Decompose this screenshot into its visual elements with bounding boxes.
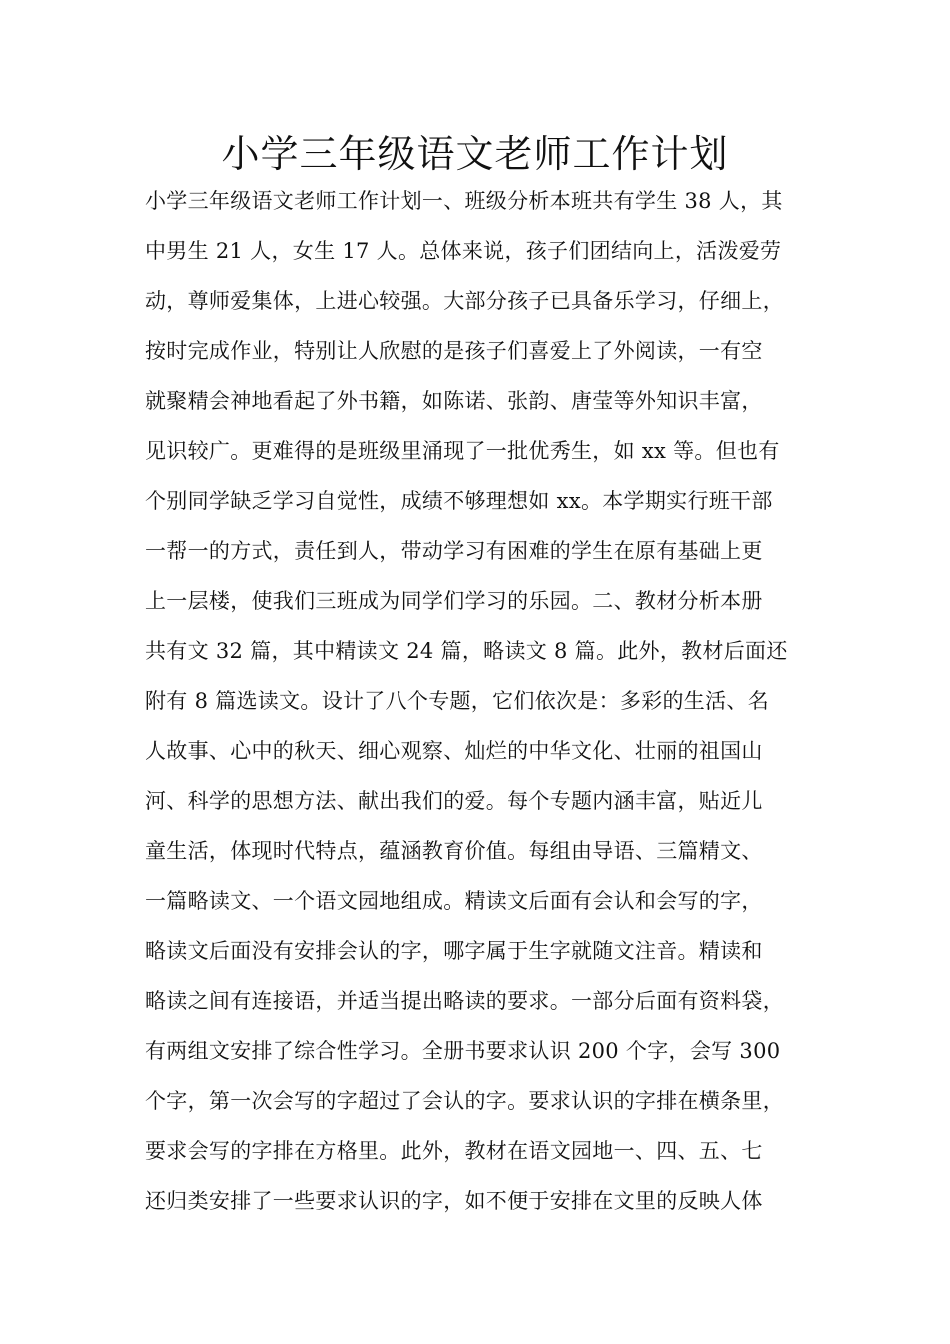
body-line: 一篇略读文、一个语文园地组成。精读文后面有会认和会写的字，	[145, 889, 763, 913]
document-body	[145, 176, 845, 1226]
body-line: 要求会写的字排在方格里。此外，教材在语文园地一、四、五、七	[145, 1139, 763, 1163]
body-line: 共有文 32 篇，其中精读文 24 篇，略读文 8 篇。此外，教材后面还	[145, 639, 788, 663]
document-title: 小学三年级语文老师工作计划	[221, 132, 729, 176]
body-line: 还归类安排了一些要求认识的字，如不便于安排在文里的反映人体	[145, 1189, 763, 1213]
body-line: 略读之间有连接语，并适当提出略读的要求。一部分后面有资料袋，	[145, 989, 784, 1013]
body-line: 个字，第一次会写的字超过了会认的字。要求认识的字排在横条里，	[145, 1089, 784, 1113]
body-line: 就聚精会神地看起了外书籍，如陈诺、张韵、唐莹等外知识丰富，	[145, 389, 763, 413]
body-line: 见识较广。更难得的是班级里涌现了一批优秀生，如 xx 等。但也有	[145, 439, 780, 463]
body-line: 童生活，体现时代特点，蕴涵教育价值。每组由导语、三篇精文、	[145, 839, 763, 863]
body-line: 动，尊师爱集体，上进心较强。大部分孩子已具备乐学习，仔细上，	[145, 289, 784, 313]
body-line: 上一层楼，使我们三班成为同学们学习的乐园。二、教材分析本册	[145, 589, 763, 613]
body-line: 小学三年级语文老师工作计划一、班级分析本班共有学生 38 人，其	[145, 189, 783, 213]
body-line: 河、科学的思想方法、献出我们的爱。每个专题内涵丰富，贴近儿	[145, 789, 763, 813]
body-line: 人故事、心中的秋天、细心观察、灿烂的中华文化、壮丽的祖国山	[145, 739, 763, 763]
body-line: 按时完成作业，特别让人欣慰的是孩子们喜爱上了外阅读，一有空	[145, 339, 763, 363]
body-line: 附有 8 篇选读文。设计了八个专题，它们依次是：多彩的生活、名	[145, 689, 770, 713]
body-line: 中男生 21 人，女生 17 人。总体来说，孩子们团结向上，活泼爱劳	[145, 239, 782, 263]
body-line: 一帮一的方式，责任到人，带动学习有困难的学生在原有基础上更	[145, 539, 763, 563]
body-line: 略读文后面没有安排会认的字，哪字属于生字就随文注音。精读和	[145, 939, 763, 963]
body-line: 个别同学缺乏学习自觉性，成绩不够理想如 xx。本学期实行班干部	[145, 489, 773, 513]
body-line: 有两组文安排了综合性学习。全册书要求认识 200 个字，会写 300	[145, 1039, 781, 1063]
